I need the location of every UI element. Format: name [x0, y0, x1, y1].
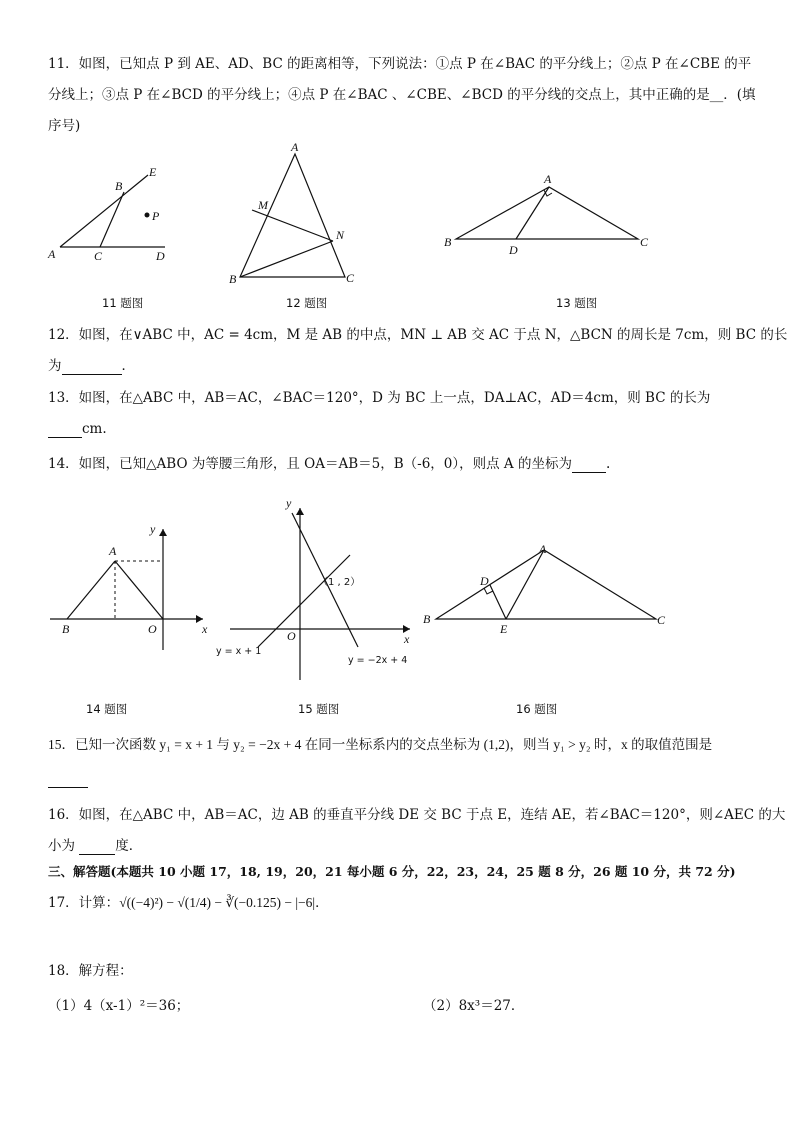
fig12-label-B: B — [229, 272, 237, 286]
figure-16 — [420, 537, 680, 642]
fig11-label-C: C — [94, 249, 103, 263]
q11-line1: 11．如图，已知点 P 到 AE、AD、BC 的距离相等，下列说法：①点 P 在∠BAC 的平分线上；②点 P 在∠CBE 的平 — [48, 56, 752, 72]
figure-12 — [220, 138, 370, 288]
fig15-label-y: y — [286, 496, 292, 510]
caption-16: 16 题图 — [516, 702, 558, 716]
fig15-line1-label: y = x + 1 — [216, 646, 262, 657]
figure-11 — [40, 160, 180, 270]
q17-prefix: 17．计算： — [48, 895, 120, 911]
fig11-label-D: D — [156, 249, 165, 263]
q18-part1: （1）4（x-1）²＝36； — [48, 998, 190, 1014]
fig12-label-A: A — [291, 140, 299, 154]
fig14-label-y: y — [150, 522, 156, 536]
fig15-label-O: O — [287, 629, 296, 643]
q14-line — [48, 455, 760, 473]
answer-blank-15[interactable] — [48, 773, 88, 788]
q14-end: . — [605, 456, 611, 472]
q17-expression: √((−4)²) − √(1/4) − ∛(−0.125) − |−6|． — [119, 895, 329, 910]
answer-blank-16[interactable] — [79, 840, 115, 855]
answer-blank-12[interactable] — [62, 360, 122, 375]
fig16-label-A: A — [539, 542, 547, 556]
caption-15: 15 题图 — [298, 702, 340, 716]
q13-line1: 13．如图，在△ABC 中，AB＝AC，∠BAC＝120°，D 为 BC 上一点，DA⊥AC，AD＝4cm，则 BC 的长为 — [48, 390, 711, 406]
fig16-label-B: B — [423, 612, 431, 626]
q16-line2 — [48, 837, 760, 855]
fig14-label-O: O — [148, 622, 157, 636]
fig15-line2-label: y = −2x + 4 — [348, 655, 408, 666]
q14-text: 14．如图，已知△ABO 为等腰三角形，且 OA＝AB＝5，B（-6，0），则点 A 的坐标为 — [48, 456, 572, 472]
q16-line2-suffix: 度． — [115, 838, 143, 854]
fig16-label-E: E — [500, 622, 508, 636]
fig12-label-C: C — [346, 271, 355, 285]
q13-unit: cm. — [82, 421, 107, 437]
section-3-heading: 三、解答题(本题共 10 小题 17，18, 19，20，21 每小题 6 分，22，23，24，25 题 8 分，26 题 10 分，共 72 分) — [48, 864, 736, 879]
q13-line2 — [48, 420, 760, 438]
figure-14 — [48, 515, 218, 650]
fig13-label-A: A — [544, 172, 552, 186]
fig13-label-D: D — [509, 243, 518, 257]
q16-line1: 16．如图，在△ABC 中，AB＝AC，边 AB 的垂直平分线 DE 交 BC 于点 E，连结 AE，若∠BAC＝120°，则∠AEC 的大 — [48, 807, 786, 823]
answer-blank-13[interactable] — [48, 423, 82, 438]
fig11-label-A: A — [48, 247, 56, 261]
fig11-label-P: P — [152, 209, 160, 223]
q18-part2: （2）8x³＝27． — [423, 998, 525, 1014]
fig15-label-x: x — [404, 632, 410, 646]
fig11-label-B: B — [115, 179, 123, 193]
q16-line2-prefix: 小为 — [48, 838, 75, 854]
q12-line1: 12．如图，在∨ABC 中，AC = 4cm，M 是 AB 的中点，MN ⊥ AB 交 AC 于点 N，△BCN 的周长是 7cm，则 BC 的长 — [48, 327, 788, 343]
fig13-label-B: B — [444, 235, 452, 249]
fig11-label-E: E — [149, 165, 157, 179]
q15-answer-line — [48, 770, 760, 788]
fig14-label-x: x — [202, 622, 208, 636]
q17-line — [48, 894, 760, 912]
q12-line2-prefix: 为 — [48, 358, 62, 374]
caption-14: 14 题图 — [86, 702, 128, 716]
fig13-label-C: C — [640, 235, 649, 249]
q15-line: 15．已知一次函数 y₁ = x + 1 与 y₂ = −2x + 4 在同一坐标系内的交点坐标为 (1,2)，则当 y₁ > y₂ 时，x 的取值范围是 — [48, 737, 713, 752]
fig12-label-M: M — [258, 198, 268, 212]
figure-15 — [210, 495, 420, 685]
q12-line2: 为 ． — [48, 358, 135, 374]
figure-13 — [440, 168, 660, 263]
fig14-label-A: A — [109, 544, 117, 558]
caption-12: 12 题图 — [286, 296, 328, 310]
fig15-point-label: （1 , 2） — [318, 577, 361, 588]
fig16-label-D: D — [480, 574, 489, 588]
fig16-label-C: C — [657, 613, 666, 627]
q11-line2: 分线上；③点 P 在∠BCD 的平分线上；④点 P 在∠BAC 、∠CBE、∠BCD 的平分线的交点上，其中正确的是__．(填 — [48, 87, 756, 103]
answer-blank-14[interactable] — [572, 458, 606, 473]
fig14-label-B: B — [62, 622, 70, 636]
caption-13: 13 题图 — [556, 296, 598, 310]
q11-line3: 序号) — [48, 118, 81, 134]
fig12-label-N: N — [336, 228, 345, 242]
q18-title: 18．解方程： — [48, 963, 133, 979]
caption-11: 11 题图 — [102, 296, 144, 310]
